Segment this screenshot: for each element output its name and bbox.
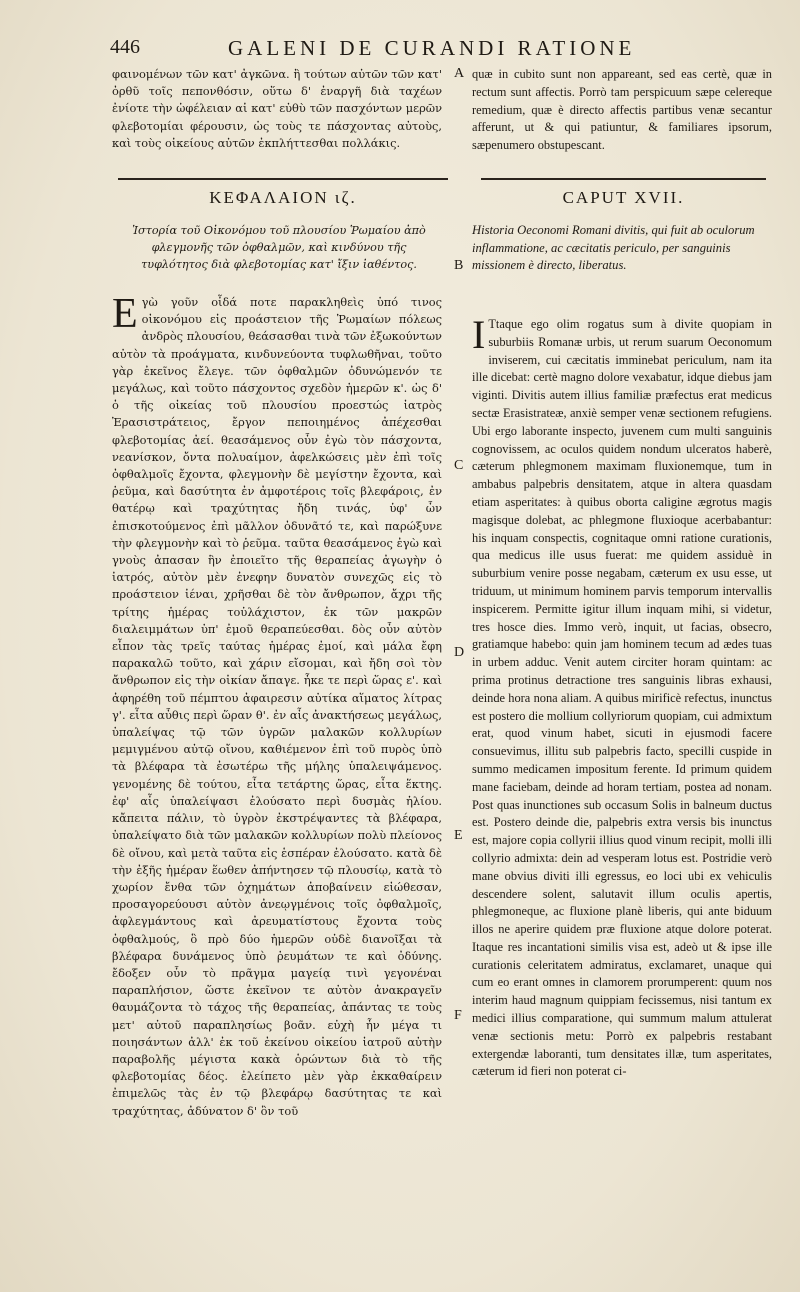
greek-body-paragraph — [112, 291, 442, 1120]
top-greek-passage — [112, 66, 442, 152]
greek-drop-cap: Ε — [112, 291, 138, 337]
chapter-rule-right — [481, 178, 766, 180]
top-latin-passage — [472, 66, 772, 155]
chapter-rule-left — [118, 178, 448, 180]
top-greek-text: φαινομένων τῶν κατ' ἀγκῶνα. ἢ τούτων αὐτῶν τῶν κατ' ὀρθῦ τοῖς πεπονθόσιν, οὕτω δ' ἐναργῆ διὰ ταχέων ἐνίοτε τὴν ὠφέλειαν αἱ κατ' εὐθὺ τῶν πασχόντων μερῶν φλεβοτομίαι φέρουσιν, ὡς τοὺς τε πάσχοντας αὐτοὺς, καὶ τοὺς οἰκείους αὐτῶν ἐκπλήττεσθαι πολλάκις. — [112, 67, 442, 150]
margin-letter-a: A — [454, 66, 465, 81]
margin-letter-c: C — [454, 458, 464, 473]
margin-letter-b: B — [454, 258, 464, 273]
top-latin-text: quæ in cubito sunt non appareant, sed eas certè, quæ in rectum sunt affectis. Porrò tam perspicuum sæpe celereque remedium, quæ è directo affectis partibus venæ secantur afferunt, ut & qui patiuntur, & familiares ipsorum, sæpenumero obstupescant. — [472, 67, 772, 153]
running-title: GALENI DE CURANDI RATIONE — [228, 36, 636, 60]
latin-body-text: Ttaque ego olim rogatus sum à divite quopiam in suburbiis Romanæ urbis, ut rerum suarum Oeconomum inviserem, cui cæcitatis imminebat periculum, nam ita ille dicebat: certè magno dolore vexabatur, idque diebus jam viginti. Divitis autem illius familiæ præfectus erat medicus sectæ Erasistrateæ, anxiè semper venæ sectionem refugiens. Ubi ergo laborante inspecto, juvenem cum multi sanguinis cognovissem, ac oculos quidem nondum ulceratos haberè, cæterum phlegmonem maximam fluxionemque, tum in ambabus palpebris densitatem, atque in altera quasdam etiam asperitates: à quibus oborta caligine ægrotus magis magisque dolebat, ac phlegmone fluxioque acerbabantur: his inquam conspectis, cognitaque omni ratione curationis, qua medicus ille usus fuerat: me quidem assiduè in suburbium venire posse negabam, cæterum ex usu esse, ut triduum, ut minimum hominem parvis temporum intervallis inspicerem. Permitte igitur illum inquam mihi, si videtur, tres hosce dies. Immo verò, inquit, ut facias, obsecro, gratiamque habebo: quin jam hominem tecum ad ædes tuas in urbem adduc. Venit autem circiter horam quintam: ac prima protinus detractione tres sanguinis libras exhausi, deinde hora nona aliam. A quibus mirificè refectus, inunctus est postero die mollium collyriorum quopiam, cui admixtum erat, quod vinum habet, sicuti in ejusmodi facere consuevimus, illitu sub palpebris facto, specilli cuspide in summo medicamen impositum ferente. Id primum quidem mane faciebam, deinde ad horam tertiam, postea ad nonam. Post quas inunctiones sub occasum Solis in balneum ductus est. Postero deinde die, palpebris extra versis bis inunctus est, majore copia collyrii illius quod vinum recipit, molli illi collyrio admixta: dein ad vesperam lotus est. Postridie verò mane obvius diviti illi egressus, eo loci ubi ex vehiculis descendere solent, salutavit illum oculis apertis, phlegmoneque, ac fluxione planè liberis, qui ante biduum illos ne aperire quidem præ fluxione atque dolore poterat. Itaque res incantationi similis visa est, adeò ut & ipse ille curationis celeritatem admiratus, exclamaret, unaque qui cum eo erant omnes in clamorem prorumperent: quum nos interim haud magnum quippiam fecissemus, nisi tantum ex medici illius comparatione, qui summum malum attulerat venæ sectionis metu: Porrò ex palpebris restabant extergendæ laboranti, tum densitates illæ, tum asperitates, cæterum id fieri non poterat ci- — [472, 317, 772, 1079]
margin-letter-e: E — [454, 828, 463, 843]
latin-body — [472, 312, 772, 1081]
chapter-heading-latin: CAPUT XVII. — [562, 188, 685, 207]
margin-letter-f: F — [454, 1008, 462, 1023]
greek-body — [112, 291, 442, 1120]
chapter-heading-greek: ΚΕΦΑΛΑΙΟΝ ιζ. — [209, 188, 357, 207]
latin-body-paragraph — [472, 312, 772, 1081]
greek-body-text: γὼ γοῦν οἶδά ποτε παρακληθεὶς ὑπό τινος οἰκονόμου εἰς προάστειον τῆς Ῥωμαίων πόλεως ἀνδρὸς πλουσίου, θεάσασθαι τινὰ τῶν ἐξωκούντων αὐτὸν τὰ προάγματα, κινδυνεύοντα τυφλωθῆναι, τοῦτο γὰρ ἐκεῖνος ἔλεγε. τῶν ὀφθαλμῶν ὀδυνώμενόν τε μεγάλως, καὶ τοῦτο πάσχοντος σχεδὸν ἡμερῶν κ'. ὡς δ' ὁ τῆς οἰκείας τοῦ πλουσίου προεστώς ἰατρὸς Ἐρασιστράτειος, ἔργον πεποιημένος ἀπέχεσθαι φλεβοτομίας ἀεί. θεασάμενος οὖν ἐγὼ τὸν πάσχοντα, νεανίσκον, ὄντα πολυαίμον, ἀφελκώσεις μὲν ἐπὶ τοῖς ὀφθαλμοῖς ἔχοντα, φλεγμονὴν δὲ μεγίστην ἔχοντα, καὶ ῥεῦμα, καὶ δασύτητα ἐν ἀμφοτέροις τοῖς βλεφάροις, ἐν θατέρῳ καὶ τραχύτητας ἤδη τινάς, ὑφ' ὧν ἐπισκοτούμενος ἐπὶ μᾶλλον ὀδυνᾶτό τε, καὶ παρώξυνε τὴν φλεγμονὴν καὶ τὸ ῥεῦμα. ταῦτα θεασάμενος ἐγὼ καὶ γνοὺς ἀπασαν ἣν ἐποιεῖτο τῆς θεραπείας ἀγωγὴν ὁ ἰατρός, αὐτὸν μὲν ἐνεφην δυνατὸν συνεχῶς εἰς τὸ προάστειον ἰέναι, χρῆσθαι δὲ τὸν ἄνθρωπον, ἄχρι τῆς τρίτης ἡμέρας τοὐλάχιστον, ἐκ τῶν μακρῶν διαλειμμάτων ὑπ' ἐμοῦ θεραπεύεσθαι. δὸς οὖν αὐτὸν εἶπον τὰς τρεῖς ταύτας ἡμέρας ἐμοί, καὶ μάλα ἔφη παρακαλῶ τοῦτο, καὶ χάριν εἴσομαι, καὶ ἤδη σοὶ τὸν ἄνθρωπον εἰς τὴν οἰκίαν ἄπαγε. ἧκε τε περὶ ὥρας ε'. καὶ ἀφηρέθη τοῦ πέμπτου ἀφαιρεσιν αὐτίκα αἵματος λίτρας γ'. εἶτα αὖθις περὶ ὥραν θ'. ἐν αἷς ἀνακτήσεως μεγάλως, ὑπαλείψας τῷ τῶν ὑγρῶν μαλακῶν κολλυρίων μεμιγμένου αὐτῷ οἴνου, καθιέμενον ἐπὶ τοῦ πυρὸς ὑπὸ τὰ βλέφαρα τὰ ἐσωτέρω τῆς μήλης ὑπαλειψάμενος. γενομένης δὲ τούτου, εἶτα τετάρτης ὥρας, εἶτα ἕκτης. ἐφ' αἷς ὑπαλείψασι ἐλούσατο περὶ δυσμὰς ἡλίου. κἄπειτα πάλιν, τὸ ὑγρὸν ἐκστρέψαντες τὰ βλέφαρα, ὑπαλείψατο διὰ τῶν μαλακῶν κολλυρίων πολὺ πλείονος δὲ οἴνου, καὶ μετὰ ταῦτα εἰς ἑσπέραν ἐλούσατο. κατὰ δὲ τὴν ἐξῆς ἡμέραν ἕωθεν ἀπήντησεν τῷ πλουσίῳ, κατὰ τὸ χωρίον ἔνθα τῶν ὀχημάτων ἀποβαίνειν εἰώθεσαν, προσαγορεύουσι αὐτὸν ἀνεῳγμένοις τοῖς ὀφθαλμοῖς, ἀφλεγμάντους καὶ ἀρευματίστους ἔχοντα τοὺς ὀφθαλμούς, ὃ πρὸ δύο ἡμερῶν οὐδὲ διανοῖξαι τὰ βλέφαρα δυνάμενος ὑπὸ ῥευμάτων τε καὶ ὀδύνης. ἔδοξεν οὖν τὸ πρᾶγμα μαγείᾳ τινὶ γεγονέναι παραπλήσιον, ὥστε ἐκεῖνον τε αὐτὸν ἀνακραγεῖν θαυμάζοντα τὸ τάχος τῆς θεραπείας, ἀπάντας τε τοὺς μετ' αὐτοῦ παραπλησίως βοᾶν. εὐχὴ ἦν μέγα τι ποιησάντων ἀλλ' ἐκ τοῦ ἐκείνου οἰκείου ἰατροῦ αὐτὴν παραβολῆς μέγιστα κακὰ ὁρώντων διὰ τὸ τῆς φλεβοτομίας δέος. ἐλείπετο μὲν γὰρ ἐκκαθαίρειν ἐπιμελῶς τὰς ἐν τῷ βλεφάρῳ δασύτητας τε καὶ τραχύτητας, ἀδύνατον δ' ὂν τοῦ — [112, 295, 442, 1118]
chapter-summary-greek: Ἱστορία τοῦ Οἰκονόμου τοῦ πλουσίου Ῥωμαίου ἀπὸ φλεγμονῆς τῶν ὀφθαλμῶν, καὶ κινδύνου τῆς τυφλότητος διὰ φλεβοτομίας κατ' ἴξιν ἰαθέντος. — [132, 224, 426, 271]
chapter-summary-latin: Historia Oeconomi Romani divitis, qui fuit ab oculorum inflammatione, ac cæcitatis periculo, per sanguinis missionem è directo, liberatus. — [472, 223, 755, 273]
latin-drop-cap: I — [472, 312, 486, 357]
page-number: 446 — [110, 36, 140, 58]
margin-letter-d: D — [454, 645, 465, 660]
running-head — [110, 36, 750, 70]
